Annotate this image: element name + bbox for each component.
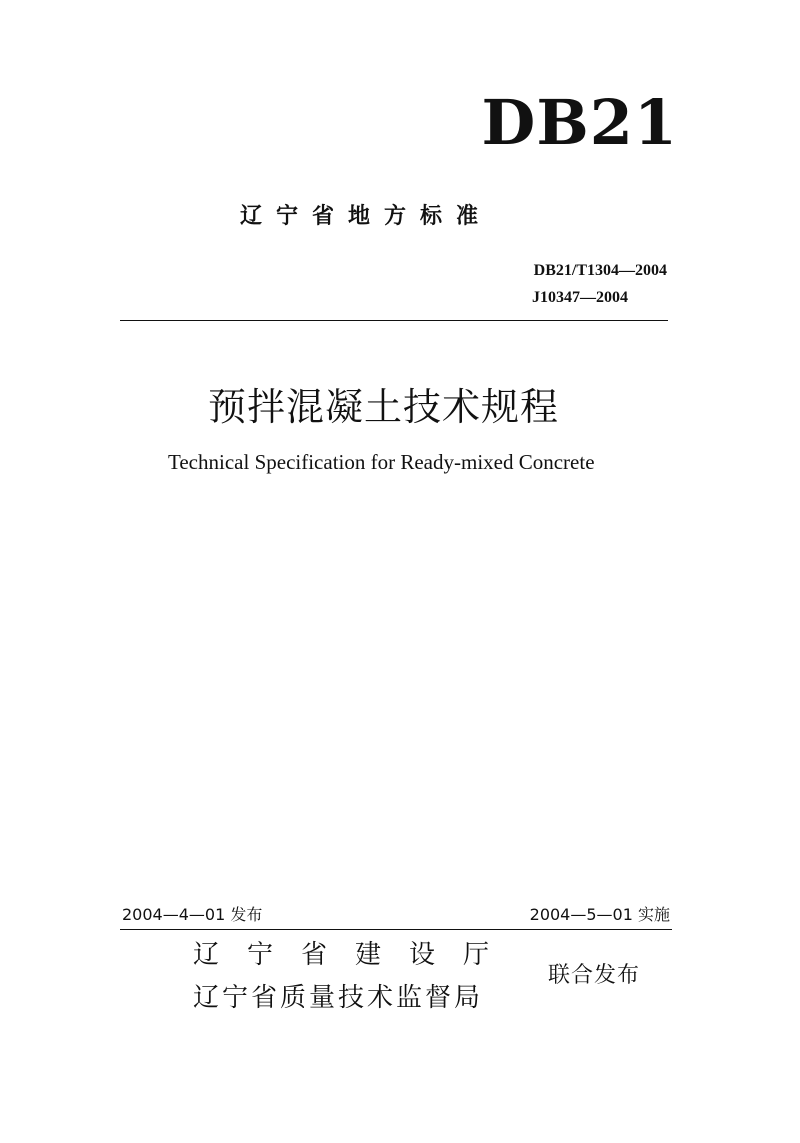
standard-type: 辽宁省地方标准 <box>240 204 493 229</box>
standard-number: DB21/T1304—2004 <box>533 262 667 279</box>
bottom-divider <box>120 929 672 930</box>
record-number: J10347—2004 <box>532 289 628 306</box>
issuer-quality-bureau: 辽宁省质量技术监督局 <box>193 983 484 1013</box>
issue-date: 2004—4—01 发布 <box>122 905 263 924</box>
top-divider <box>120 320 668 321</box>
joint-issue-label: 联合发布 <box>548 963 641 988</box>
document-title-english: Technical Specification for Ready-mixed Concrete <box>168 450 595 474</box>
issuer-construction-department: 辽宁省建设厅 <box>193 940 518 970</box>
effective-date: 2004—5—01 实施 <box>529 905 670 924</box>
document-title-chinese: 预拌混凝土技术规程 <box>208 385 560 429</box>
standard-mark: DB21 <box>481 86 678 159</box>
